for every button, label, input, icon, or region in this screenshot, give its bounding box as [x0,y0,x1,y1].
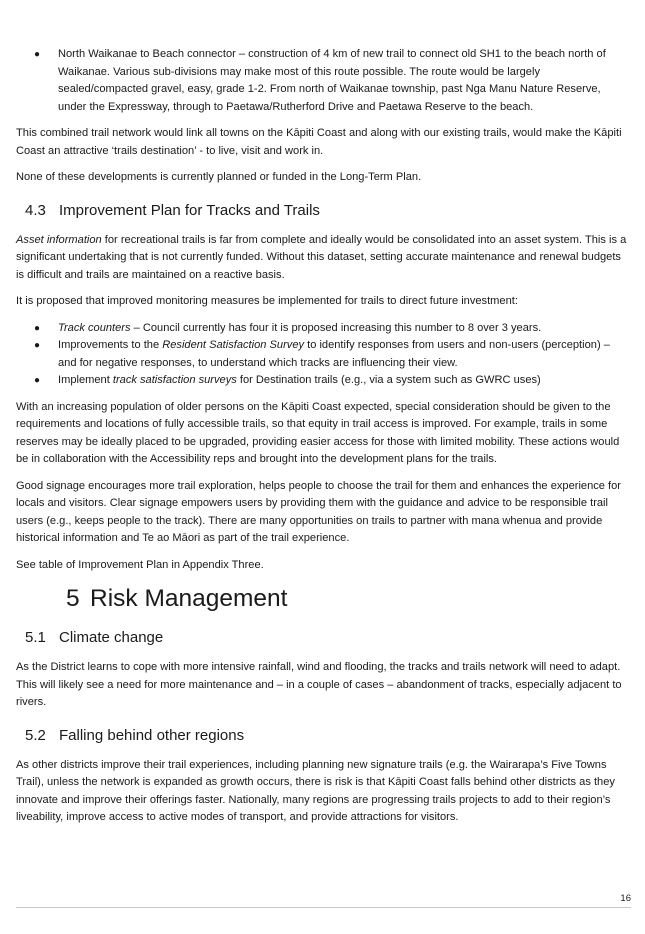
paragraph-climate: As the District learns to cope with more intensive rainfall, wind and flooding, the tracks and trails network will need to adapt. This will likely see a need for more maintenance and – in a couple of cases – abandonment of tracks, especially adjacent to rivers. [16,661,622,708]
section-title: Climate change [59,629,164,646]
bullet-text-pre: Implement [58,374,113,386]
document-page [16,46,628,836]
paragraph-proposed-measures: It is proposed that improved monitoring measures be implemented for trails to direct future investment: [16,295,518,307]
bullet-icon: ● [34,375,41,386]
footer-divider [16,907,631,908]
paragraph-signage: Good signage encourages more trail exploration, helps people to choose the trail for them and enhances the experience for locals and visitors. Clear signage empowers users by providing them with the guidance and advice to be responsible trail users (e.g., keeps people to the track). There are many opportunities on trails to partner with mana whenua and provide historical information and Te ao Māori as part of the trail experience. [16,479,621,544]
bullet-icon: ● [34,322,41,334]
bullet-icon: ● [34,340,41,351]
paragraph-older-persons: With an increasing population of older persons on the Kāpiti Coast expected, special consideration should be given to the requirements and locations of fully accessible trails, so that equity in trail access is improved. For example, trails in some reserves may be ideally placed to be upgraded, providing easier access for those with limited mobility. These actions would be in collaboration with the Accessibility reps and brought into the development plans for the trails. [16,400,620,465]
bullet-text-emphasis: track satisfaction surveys [112,374,237,386]
section-number: 5.2 [25,726,46,744]
bullet-text-post: – Council currently has four it is proposed increasing this number to 8 over 3 years. [130,321,542,334]
list-item [16,46,628,116]
paragraph-see-table: See table of Improvement Plan in Appendix Three. [16,558,264,571]
paragraph-not-planned: None of these developments is currently planned or funded in the Long-Term Plan. [16,171,422,183]
bullet-text: North Waikanae to Beach connector – construction of 4 km of new trail to connect old SH1 to the beach north of Waikanae. Various sub-divisions may make most of this route possible. The route would be largely sealed/compacted gravel, easy, grade 1-2. From north of Waikanae township, past Nga Manu Nature Reserve, under the Expressway, through to Paetawa/Rutherford Drive and Paetawa Reserve to the beach. [58,48,606,113]
paragraph-other-regions: As other districts improve their trail experiences, including planning new signature trails (e.g. the Wairarapa’s Five Towns Trail), unless the network is expanded as growth occurs, there is risk is that Kāpiti Coast falls behind other districts as they innovate and improve their offerings faster. Nationally, many regions are progressing trails projects to add to their region’s liveability, improve access to active modes of transport, and provide attractions for visitors. [16,758,615,823]
list-item [16,372,628,390]
section-number: 5.1 [25,629,46,646]
bullet-list-connector [16,46,628,116]
emphasis-text: Asset information [16,233,102,246]
bullet-text-post: to identify responses from users and non-users (perception) – and for negative responses, to understand which tracks are influencing their view. [58,339,610,369]
chapter-number: 5 [66,585,80,612]
section-title: Improvement Plan for Tracks and Trails [59,201,320,219]
section-number: 4.3 [25,201,46,219]
bullet-text-emphasis: Track counters [58,321,131,334]
list-item [16,337,628,372]
paragraph-combined-network: This combined trail network would link all towns on the Kāpiti Coast and along with our existing trails, would make the Kāpiti Coast an attractive ‘trails destination’ - to live, visit and work in. [16,127,622,157]
chapter-title: Risk Management [90,585,288,612]
bullet-text-post: for Destination trails (e.g., via a system such as GWRC uses) [236,374,541,386]
paragraph-asset-information [16,232,628,285]
bullet-icon: ● [34,49,41,60]
list-item [16,320,628,338]
page-number: 16 [620,893,631,904]
bullet-text-emphasis: Resident Satisfaction Survey [162,339,305,351]
section-title: Falling behind other regions [59,726,245,744]
paragraph-text: for recreational trails is far from complete and ideally would be consolidated into an asset system. This is a significant undertaking that is not currently funded. Without this dataset, setting accurate maintenance and renewal budgets is difficult and trails are maintained on a reactive basis. [16,233,627,281]
bullet-list-monitoring [16,320,628,390]
chapter-heading-5 [66,584,628,614]
section-heading-5-2 [25,726,628,746]
section-heading-4-3 [25,201,628,221]
section-heading-5-1 [25,628,628,648]
bullet-text-pre: Improvements to the [58,339,163,351]
